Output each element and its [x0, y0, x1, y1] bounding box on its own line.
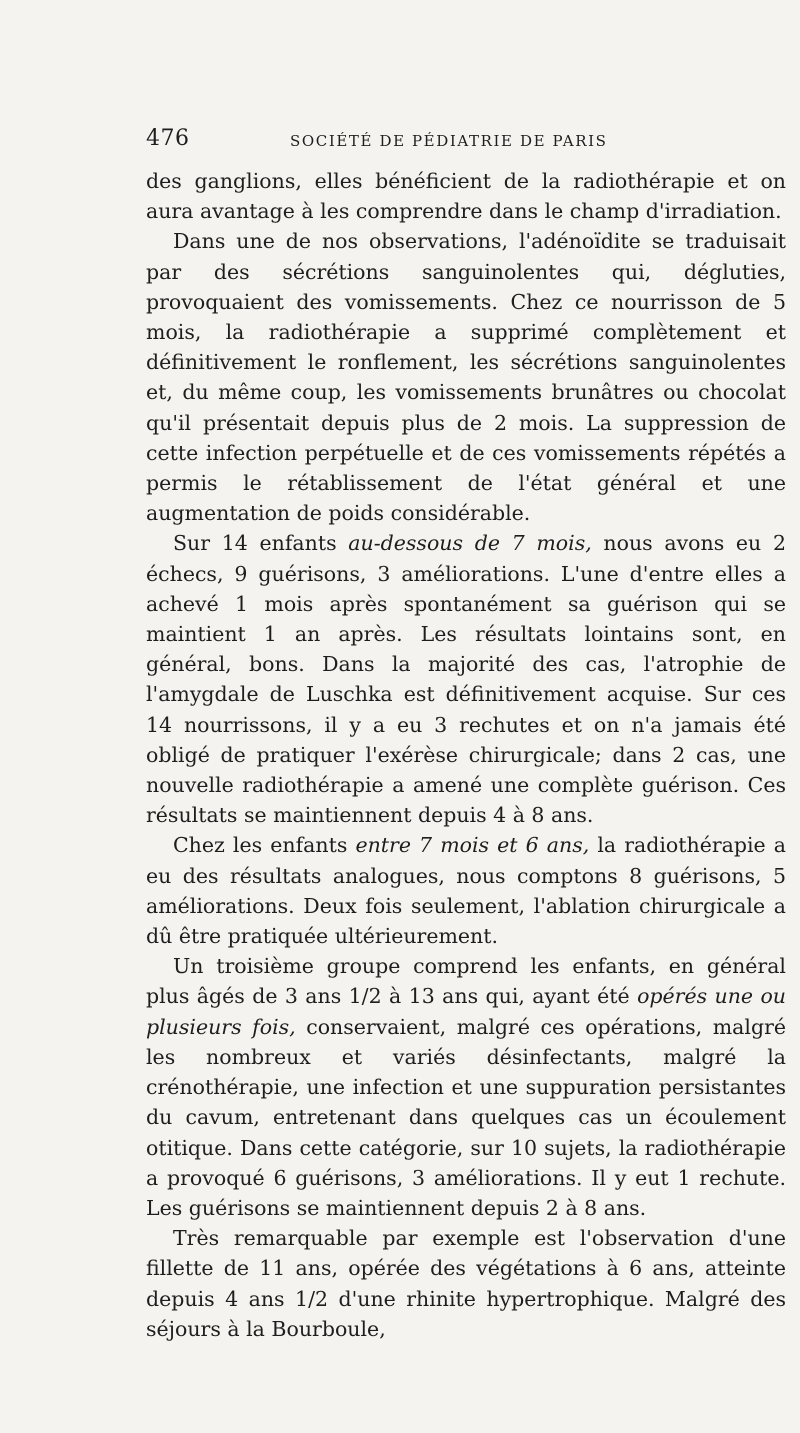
paragraph-5-lead: Un troisième groupe comprend les enfants, en général plus âgés de 3 ans 1/2 à 13 ans qui, ayant été	[146, 954, 786, 1009]
paragraph-4-rest: la radiothérapie a eu des résultats analogues, nous comptons 8 guérisons, 5 améliorations. Deux fois seulement, l'ablation chirurgicale a dû être pratiquée ultérieurement.	[146, 833, 787, 949]
paragraph-5	[146, 951, 786, 1223]
paragraph-5-emphasis: opérés une ou plusieurs fois,	[146, 984, 786, 1039]
paragraph-3	[146, 528, 786, 830]
paragraph-4	[146, 830, 786, 951]
paragraph-1: des ganglions, elles bénéficient de la radiothérapie et on aura avantage à les comprendre dans le champ d'irradiation.	[146, 169, 786, 224]
paragraph-3-rest: nous avons eu 2 échecs, 9 guérisons, 3 améliorations. L'une d'entre elles a achevé 1 mois après spontanément sa guérison qui se maintient 1 an après. Les résultats lointains sont, en général, bons. Dans la majorité des cas, l'atrophie de l'amygdale de Luschka est définitivement acquise. Sur ces 14 nourrissons, il y a eu 3 rechutes et on n'a jamais été obligé de pratiquer l'exérèse chirurgicale; dans 2 cas, une nouvelle radiothérapie a amené une complète guérison. Ces résultats se maintiennent depuis 4 à 8 ans.	[146, 531, 786, 828]
paragraph-4-lead: Chez les enfants	[173, 833, 356, 858]
paragraph-6: Très remarquable par exemple est l'observation d'une fillette de 11 ans, opérée des végétations à 6 ans, atteinte depuis 4 ans 1/2 d'une rhinite hypertrophique. Malgré des séjours à la Bourboule,	[146, 1226, 786, 1341]
running-title: SOCIÉTÉ DE PÉDIATRIE DE PARIS	[290, 132, 608, 150]
paragraph-3-emphasis: au-dessous de 7 mois,	[348, 531, 592, 556]
page-header	[146, 124, 646, 154]
paragraph-4-emphasis: entre 7 mois et 6 ans,	[355, 833, 590, 858]
paragraph-2: Dans une de nos observations, l'adénoïdite se traduisait par des sécrétions sanguinolentes qui, dégluties, provoquaient des vomissements. Chez ce nourrisson de 5 mois, la radiothérapie a supprimé complètement et définitivement le ronflement, les sécrétions sanguinolentes et, du même coup, les vomissements brunâtres ou chocolat qu'il présentait depuis plus de 2 mois. La suppression de cette infection perpétuelle et de ces vomissements répétés a permis le rétablissement de l'état général et une augmentation de poids considérable.	[146, 229, 786, 526]
body-text	[146, 166, 786, 1344]
paragraph-5-rest: conservaient, malgré ces opérations, malgré les nombreux et variés désinfectants, malgré la crénothérapie, une infection et une suppuration persistantes du cavum, entretenant dans quelques cas un écoulement otitique. Dans cette catégorie, sur 10 sujets, la radiothérapie a provoqué 6 guérisons, 3 améliorations. Il y eut 1 rechute. Les guérisons se maintiennent depuis 2 à 8 ans.	[146, 1014, 786, 1220]
page-number: 476	[146, 126, 190, 151]
paragraph-3-lead: Sur 14 enfants	[173, 531, 349, 556]
